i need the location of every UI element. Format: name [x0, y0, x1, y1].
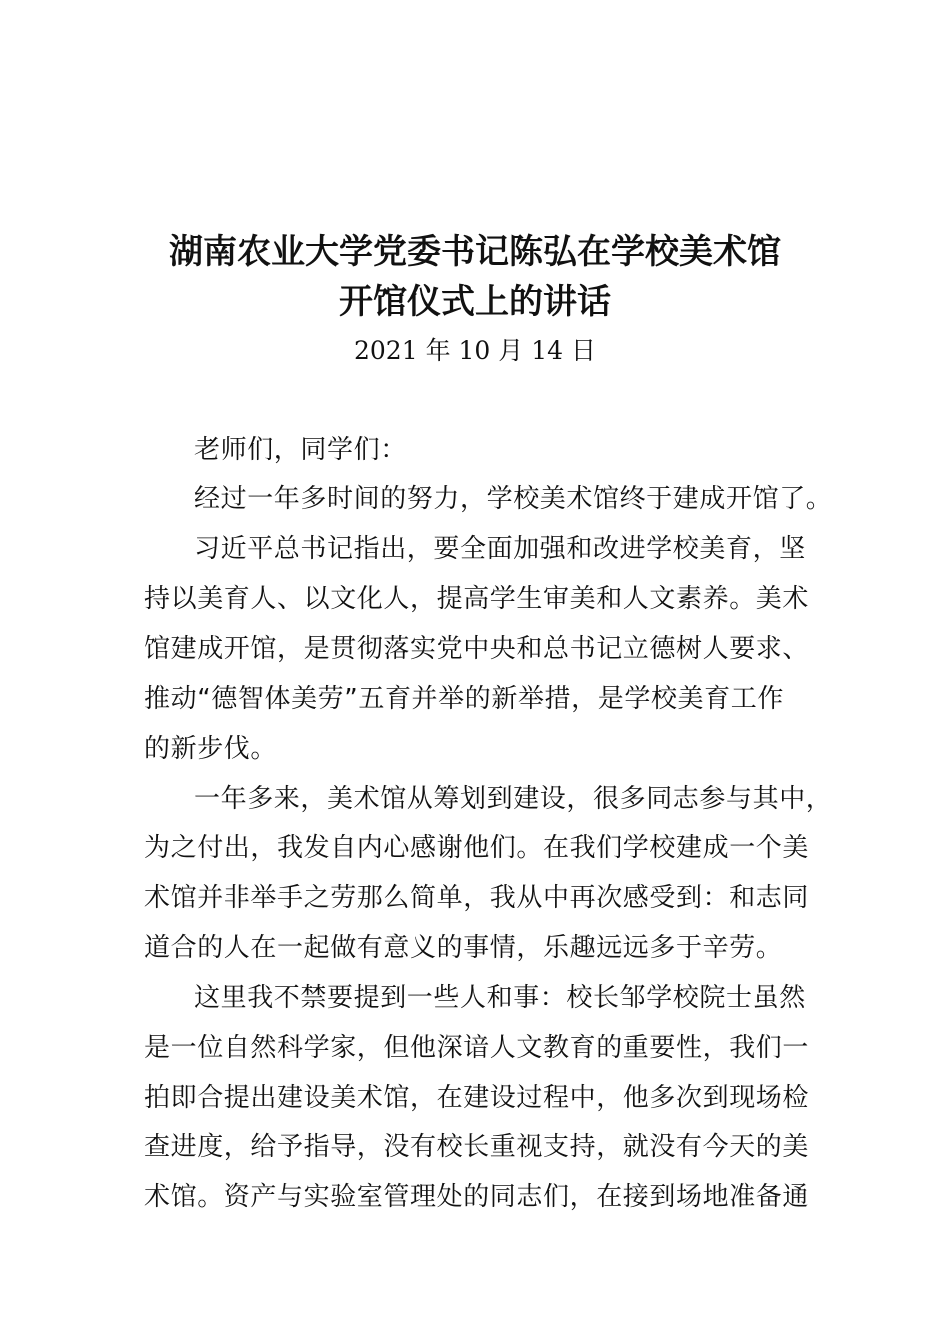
document-date: 2021 年 10 月 14 日	[354, 336, 596, 365]
paragraph-2-line-1: 习近平总书记指出，要全面加强和改进学校美育，坚	[194, 534, 806, 564]
paragraph-3-line-1: 一年多来，美术馆从筹划到建设，很多同志参与其中，	[194, 784, 833, 814]
paragraph-3-line-2: 为之付出，我发自内心感谢他们。在我们学校建成一个美	[144, 833, 810, 863]
paragraph-4-line-2: 是一位自然科学家，但他深谙人文教育的重要性，我们一	[144, 1033, 810, 1063]
paragraph-2-line-4: 推动“德智体美劳”五育并举的新举措，是学校美育工作	[144, 684, 784, 714]
paragraph-3-line-4: 道合的人在一起做有意义的事情，乐趣远远多于辛劳。	[144, 933, 783, 963]
document-title-line-2: 开馆仪式上的讲话	[339, 282, 611, 322]
paragraph-3-line-3: 术馆并非举手之劳那么简单，我从中再次感受到：和志同	[144, 883, 810, 913]
salutation: 老师们，同学们：	[194, 435, 407, 465]
document-title-line-1: 湖南农业大学党委书记陈弘在学校美术馆	[169, 232, 781, 272]
paragraph-4-line-1: 这里我不禁要提到一些人和事：校长邹学校院士虽然	[194, 983, 806, 1013]
paragraph-1-line-1: 经过一年多时间的努力，学校美术馆终于建成开馆了。	[194, 484, 833, 514]
paragraph-2-line-2: 持以美育人、以文化人，提高学生审美和人文素养。美术	[144, 584, 810, 614]
paragraph-4-line-4: 查进度，给予指导，没有校长重视支持，就没有今天的美	[144, 1132, 810, 1162]
paragraph-2-line-3: 馆建成开馆，是贯彻落实党中央和总书记立德树人要求、	[144, 634, 810, 664]
paragraph-4-line-3: 拍即合提出建设美术馆，在建设过程中，他多次到现场检	[144, 1083, 810, 1113]
paragraph-4-line-5: 术馆。资产与实验室管理处的同志们，在接到场地准备通	[144, 1182, 810, 1212]
paragraph-2-line-5: 的新步伐。	[144, 734, 278, 764]
